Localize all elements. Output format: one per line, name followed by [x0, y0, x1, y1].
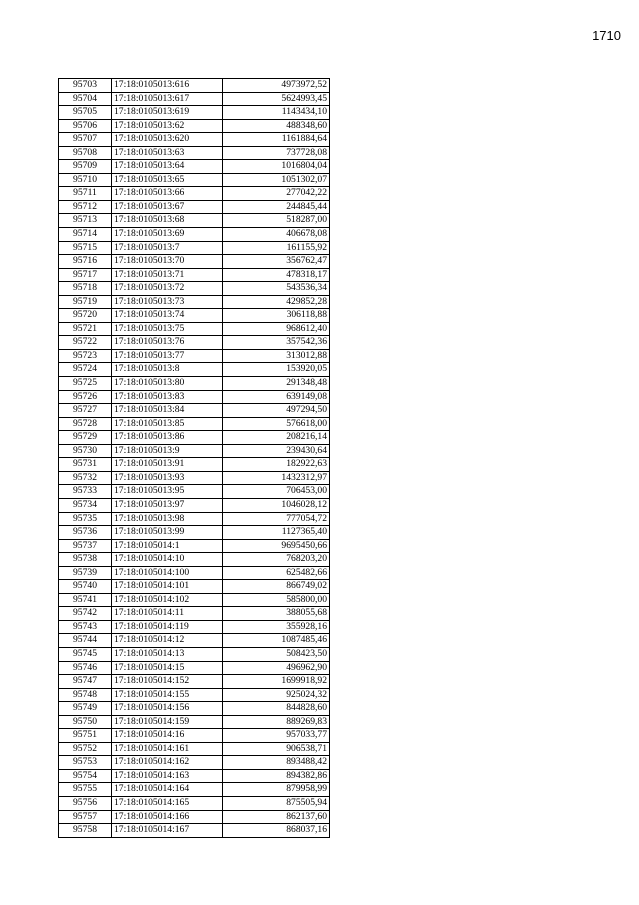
row-number-cell: 95744	[59, 634, 112, 648]
table-row	[59, 593, 330, 607]
row-number-cell: 95723	[59, 349, 112, 363]
value-cell: 406678,08	[223, 228, 330, 242]
cadastral-number-cell: 17:18:0105013:65	[112, 173, 223, 187]
value-cell: 639149,08	[223, 390, 330, 404]
row-number-cell: 95752	[59, 742, 112, 756]
table-row	[59, 187, 330, 201]
row-number-cell: 95711	[59, 187, 112, 201]
value-cell: 4973972,52	[223, 79, 330, 93]
value-cell: 894382,86	[223, 769, 330, 783]
cadastral-number-cell: 17:18:0105013:71	[112, 268, 223, 282]
row-number-cell: 95736	[59, 526, 112, 540]
cadastral-number-cell: 17:18:0105014:100	[112, 566, 223, 580]
row-number-cell: 95745	[59, 647, 112, 661]
table-row	[59, 282, 330, 296]
table-row	[59, 92, 330, 106]
value-cell: 5624993,45	[223, 92, 330, 106]
value-cell: 1016804,04	[223, 160, 330, 174]
value-cell: 1432312,97	[223, 471, 330, 485]
cadastral-number-cell: 17:18:0105014:102	[112, 593, 223, 607]
row-number-cell: 95727	[59, 404, 112, 418]
value-cell: 208216,14	[223, 431, 330, 445]
cadastral-number-cell: 17:18:0105014:163	[112, 769, 223, 783]
row-number-cell: 95740	[59, 580, 112, 594]
cadastral-number-cell: 17:18:0105014:159	[112, 715, 223, 729]
row-number-cell: 95730	[59, 444, 112, 458]
table-row	[59, 214, 330, 228]
table-row	[59, 580, 330, 594]
cadastral-number-cell: 17:18:0105013:9	[112, 444, 223, 458]
table-row	[59, 336, 330, 350]
table-row	[59, 228, 330, 242]
cadastral-number-cell: 17:18:0105013:67	[112, 200, 223, 214]
table-row	[59, 620, 330, 634]
row-number-cell: 95751	[59, 729, 112, 743]
row-number-cell: 95732	[59, 471, 112, 485]
row-number-cell: 95718	[59, 282, 112, 296]
cadastral-number-cell: 17:18:0105013:617	[112, 92, 223, 106]
row-number-cell: 95710	[59, 173, 112, 187]
table-row	[59, 255, 330, 269]
row-number-cell: 95741	[59, 593, 112, 607]
row-number-cell: 95747	[59, 675, 112, 689]
row-number-cell: 95724	[59, 363, 112, 377]
table-row	[59, 471, 330, 485]
cadastral-number-cell: 17:18:0105013:86	[112, 431, 223, 445]
value-cell: 906538,71	[223, 742, 330, 756]
table-row	[59, 526, 330, 540]
page-number: 1710	[592, 28, 621, 43]
table-row	[59, 566, 330, 580]
value-cell: 868037,16	[223, 824, 330, 838]
cadastral-number-cell: 17:18:0105014:164	[112, 783, 223, 797]
table-row	[59, 647, 330, 661]
table-row	[59, 431, 330, 445]
value-cell: 357542,36	[223, 336, 330, 350]
value-cell: 893488,42	[223, 756, 330, 770]
cadastral-number-cell: 17:18:0105013:84	[112, 404, 223, 418]
row-number-cell: 95720	[59, 309, 112, 323]
table-row	[59, 79, 330, 93]
table-row	[59, 715, 330, 729]
row-number-cell: 95753	[59, 756, 112, 770]
row-number-cell: 95713	[59, 214, 112, 228]
value-cell: 925024,32	[223, 688, 330, 702]
row-number-cell: 95728	[59, 417, 112, 431]
table-row	[59, 146, 330, 160]
row-number-cell: 95707	[59, 133, 112, 147]
cadastral-number-cell: 17:18:0105013:76	[112, 336, 223, 350]
row-number-cell: 95715	[59, 241, 112, 255]
cadastral-number-cell: 17:18:0105013:8	[112, 363, 223, 377]
value-cell: 866749,02	[223, 580, 330, 594]
value-cell: 889269,83	[223, 715, 330, 729]
cadastral-number-cell: 17:18:0105013:83	[112, 390, 223, 404]
table-row	[59, 498, 330, 512]
value-cell: 1143434,10	[223, 106, 330, 120]
cadastral-number-cell: 17:18:0105014:1	[112, 539, 223, 553]
table-row	[59, 675, 330, 689]
table-row	[59, 106, 330, 120]
value-cell: 355928,16	[223, 620, 330, 634]
cadastral-number-cell: 17:18:0105013:77	[112, 349, 223, 363]
row-number-cell: 95757	[59, 810, 112, 824]
row-number-cell: 95733	[59, 485, 112, 499]
row-number-cell: 95750	[59, 715, 112, 729]
cadastral-number-cell: 17:18:0105014:156	[112, 702, 223, 716]
row-number-cell: 95721	[59, 322, 112, 336]
table-row	[59, 796, 330, 810]
table-body	[59, 79, 330, 838]
table-row	[59, 444, 330, 458]
row-number-cell: 95738	[59, 553, 112, 567]
value-cell: 777054,72	[223, 512, 330, 526]
value-cell: 9695450,66	[223, 539, 330, 553]
cadastral-number-cell: 17:18:0105013:7	[112, 241, 223, 255]
table-row	[59, 756, 330, 770]
cadastral-number-cell: 17:18:0105014:161	[112, 742, 223, 756]
table-row	[59, 810, 330, 824]
table-row	[59, 512, 330, 526]
table-row	[59, 404, 330, 418]
value-cell: 1127365,40	[223, 526, 330, 540]
value-cell: 388055,68	[223, 607, 330, 621]
row-number-cell: 95734	[59, 498, 112, 512]
value-cell: 161155,92	[223, 241, 330, 255]
table-row	[59, 783, 330, 797]
value-cell: 313012,88	[223, 349, 330, 363]
cadastral-number-cell: 17:18:0105014:166	[112, 810, 223, 824]
row-number-cell: 95716	[59, 255, 112, 269]
row-number-cell: 95709	[59, 160, 112, 174]
value-cell: 497294,50	[223, 404, 330, 418]
cadastral-number-cell: 17:18:0105014:119	[112, 620, 223, 634]
row-number-cell: 95726	[59, 390, 112, 404]
table-row	[59, 485, 330, 499]
cadastral-number-cell: 17:18:0105013:63	[112, 146, 223, 160]
cadastral-number-cell: 17:18:0105013:93	[112, 471, 223, 485]
row-number-cell: 95725	[59, 377, 112, 391]
table-row	[59, 824, 330, 838]
cadastral-number-cell: 17:18:0105013:620	[112, 133, 223, 147]
row-number-cell: 95749	[59, 702, 112, 716]
cadastral-number-cell: 17:18:0105013:75	[112, 322, 223, 336]
table-row	[59, 607, 330, 621]
cadastral-number-cell: 17:18:0105014:10	[112, 553, 223, 567]
row-number-cell: 95731	[59, 458, 112, 472]
cadastral-number-cell: 17:18:0105013:98	[112, 512, 223, 526]
table-row	[59, 458, 330, 472]
cadastral-number-cell: 17:18:0105014:16	[112, 729, 223, 743]
row-number-cell: 95706	[59, 119, 112, 133]
value-cell: 239430,64	[223, 444, 330, 458]
row-number-cell: 95737	[59, 539, 112, 553]
cadastral-number-cell: 17:18:0105014:152	[112, 675, 223, 689]
row-number-cell: 95703	[59, 79, 112, 93]
value-cell: 153920,05	[223, 363, 330, 377]
row-number-cell: 95735	[59, 512, 112, 526]
value-cell: 879958,99	[223, 783, 330, 797]
table-row	[59, 363, 330, 377]
row-number-cell: 95712	[59, 200, 112, 214]
row-number-cell: 95704	[59, 92, 112, 106]
row-number-cell: 95758	[59, 824, 112, 838]
cadastral-number-cell: 17:18:0105014:167	[112, 824, 223, 838]
table-row	[59, 173, 330, 187]
table-row	[59, 322, 330, 336]
value-cell: 356762,47	[223, 255, 330, 269]
value-cell: 875505,94	[223, 796, 330, 810]
value-cell: 1699918,92	[223, 675, 330, 689]
data-table	[58, 78, 330, 838]
table-row	[59, 634, 330, 648]
value-cell: 1046028,12	[223, 498, 330, 512]
value-cell: 478318,17	[223, 268, 330, 282]
table-row	[59, 349, 330, 363]
cadastral-number-cell: 17:18:0105013:69	[112, 228, 223, 242]
table-row	[59, 309, 330, 323]
cadastral-number-cell: 17:18:0105013:70	[112, 255, 223, 269]
table-row	[59, 553, 330, 567]
value-cell: 968612,40	[223, 322, 330, 336]
cadastral-number-cell: 17:18:0105014:165	[112, 796, 223, 810]
row-number-cell: 95754	[59, 769, 112, 783]
table-row	[59, 119, 330, 133]
value-cell: 496962,90	[223, 661, 330, 675]
cadastral-number-cell: 17:18:0105014:155	[112, 688, 223, 702]
value-cell: 244845,44	[223, 200, 330, 214]
value-cell: 576618,00	[223, 417, 330, 431]
cadastral-number-cell: 17:18:0105014:15	[112, 661, 223, 675]
cadastral-number-cell: 17:18:0105013:66	[112, 187, 223, 201]
table-row	[59, 268, 330, 282]
cadastral-number-cell: 17:18:0105014:13	[112, 647, 223, 661]
value-cell: 768203,20	[223, 553, 330, 567]
value-cell: 844828,60	[223, 702, 330, 716]
value-cell: 182922,63	[223, 458, 330, 472]
table-row	[59, 417, 330, 431]
cadastral-number-cell: 17:18:0105013:80	[112, 377, 223, 391]
cadastral-number-cell: 17:18:0105013:97	[112, 498, 223, 512]
row-number-cell: 95714	[59, 228, 112, 242]
value-cell: 291348,48	[223, 377, 330, 391]
row-number-cell: 95742	[59, 607, 112, 621]
cadastral-number-cell: 17:18:0105014:101	[112, 580, 223, 594]
cadastral-number-cell: 17:18:0105013:64	[112, 160, 223, 174]
row-number-cell: 95729	[59, 431, 112, 445]
table-row	[59, 769, 330, 783]
cadastral-number-cell: 17:18:0105013:72	[112, 282, 223, 296]
cadastral-number-cell: 17:18:0105013:99	[112, 526, 223, 540]
value-cell: 508423,50	[223, 647, 330, 661]
value-cell: 1051302,07	[223, 173, 330, 187]
value-cell: 957033,77	[223, 729, 330, 743]
value-cell: 737728,08	[223, 146, 330, 160]
table-row	[59, 702, 330, 716]
row-number-cell: 95755	[59, 783, 112, 797]
table-row	[59, 200, 330, 214]
cadastral-number-cell: 17:18:0105013:62	[112, 119, 223, 133]
cadastral-number-cell: 17:18:0105013:91	[112, 458, 223, 472]
table-row	[59, 688, 330, 702]
value-cell: 862137,60	[223, 810, 330, 824]
row-number-cell: 95739	[59, 566, 112, 580]
cadastral-number-cell: 17:18:0105014:12	[112, 634, 223, 648]
table-row	[59, 742, 330, 756]
table-row	[59, 661, 330, 675]
cadastral-number-cell: 17:18:0105013:68	[112, 214, 223, 228]
cadastral-number-cell: 17:18:0105013:73	[112, 295, 223, 309]
value-cell: 306118,88	[223, 309, 330, 323]
table-row	[59, 539, 330, 553]
row-number-cell: 95719	[59, 295, 112, 309]
cadastral-number-cell: 17:18:0105013:616	[112, 79, 223, 93]
row-number-cell: 95705	[59, 106, 112, 120]
value-cell: 543536,34	[223, 282, 330, 296]
value-cell: 429852,28	[223, 295, 330, 309]
value-cell: 518287,00	[223, 214, 330, 228]
cadastral-number-cell: 17:18:0105013:74	[112, 309, 223, 323]
row-number-cell: 95708	[59, 146, 112, 160]
table-row	[59, 133, 330, 147]
table-row	[59, 295, 330, 309]
table-row	[59, 160, 330, 174]
cadastral-number-cell: 17:18:0105014:11	[112, 607, 223, 621]
row-number-cell: 95717	[59, 268, 112, 282]
cadastral-number-cell: 17:18:0105014:162	[112, 756, 223, 770]
row-number-cell: 95722	[59, 336, 112, 350]
row-number-cell: 95743	[59, 620, 112, 634]
value-cell: 1087485,46	[223, 634, 330, 648]
value-cell: 625482,66	[223, 566, 330, 580]
value-cell: 488348,60	[223, 119, 330, 133]
value-cell: 277042,22	[223, 187, 330, 201]
cadastral-number-cell: 17:18:0105013:85	[112, 417, 223, 431]
value-cell: 706453,00	[223, 485, 330, 499]
table-row	[59, 241, 330, 255]
value-cell: 585800,00	[223, 593, 330, 607]
row-number-cell: 95748	[59, 688, 112, 702]
value-cell: 1161884,64	[223, 133, 330, 147]
table-row	[59, 729, 330, 743]
row-number-cell: 95756	[59, 796, 112, 810]
cadastral-number-cell: 17:18:0105013:95	[112, 485, 223, 499]
table-row	[59, 377, 330, 391]
table-row	[59, 390, 330, 404]
row-number-cell: 95746	[59, 661, 112, 675]
cadastral-number-cell: 17:18:0105013:619	[112, 106, 223, 120]
